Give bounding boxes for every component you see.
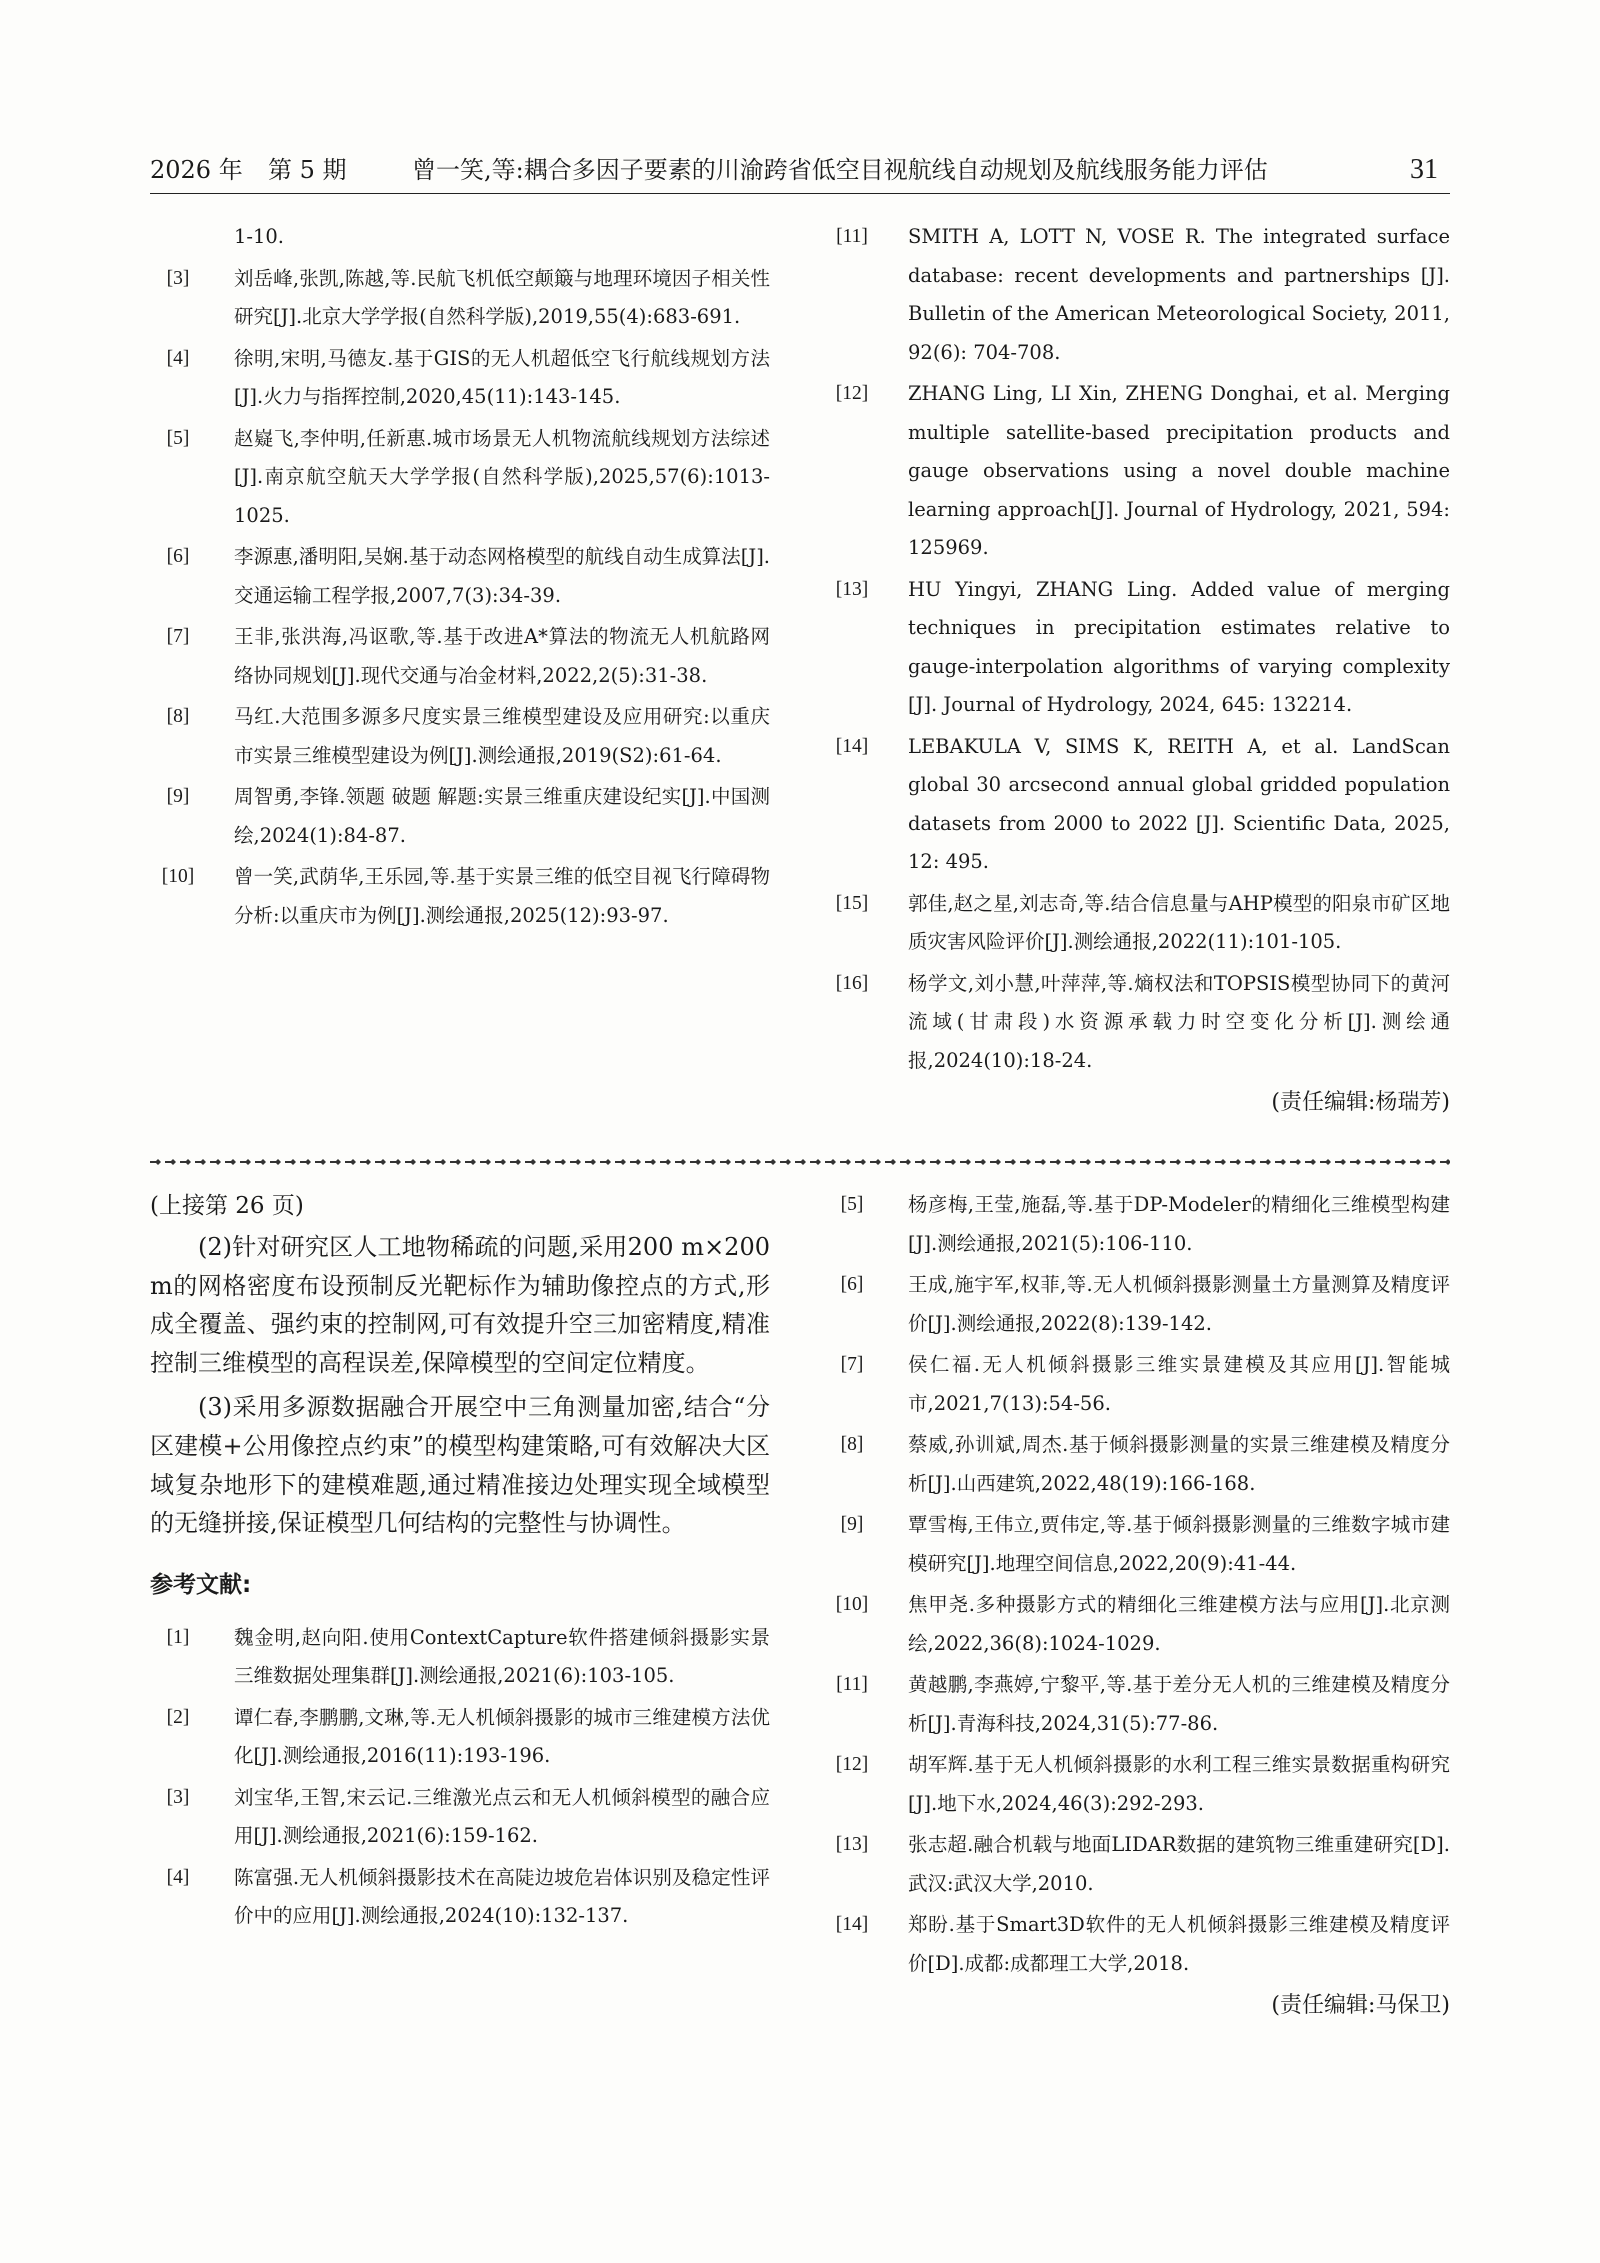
reference-item bbox=[150, 260, 770, 337]
reference-number: [7] bbox=[840, 1354, 864, 1375]
reference-text: SMITH A, LOTT N, VOSE R. The integrated surface database: recent developments and partnerships [J]. Bulletin of the American Meteorological Society, 2011, 92(6): 704-708. bbox=[908, 225, 1450, 364]
reference-item bbox=[150, 778, 770, 855]
header-issue: 第 5 期 bbox=[268, 156, 347, 184]
reference-text: 刘岳峰,张凯,陈越,等.民航飞机低空颠簸与地理环境因子相关性研究[J].北京大学学报(自然科学版),2019,55(4):683-691. bbox=[234, 266, 770, 328]
header-running-title: 曾一笑,等:耦合多因子要素的川渝跨省低空目视航线自动规划及航线服务能力评估 bbox=[412, 156, 1268, 184]
reference-text: 刘宝华,王智,宋云记.三维激光点云和无人机倾斜模型的融合应用[J].测绘通报,2021(6):159-162. bbox=[234, 1785, 770, 1848]
editor-credit: (责任编辑:马保卫) bbox=[1271, 1993, 1450, 2018]
reference-item bbox=[824, 1586, 1450, 1663]
reference-number: [4] bbox=[166, 1866, 190, 1888]
reference-item bbox=[150, 618, 770, 695]
reference-number: [5] bbox=[166, 427, 190, 449]
reference-text: 杨彦梅,王莹,施磊,等.基于DP-Modeler的精细化三维模型构建[J].测绘通报,2021(5):106-110. bbox=[908, 1193, 1450, 1255]
reference-item bbox=[150, 1779, 770, 1856]
reference-number: [9] bbox=[840, 1514, 864, 1535]
reference-number: [3] bbox=[166, 267, 190, 289]
reference-item bbox=[150, 1859, 770, 1936]
reference-text: 蔡威,孙训斌,周杰.基于倾斜摄影测量的实景三维建模及精度分析[J].山西建筑,2022,48(19):166-168. bbox=[908, 1433, 1450, 1495]
reference-item bbox=[150, 218, 770, 257]
conclusion-paragraph: (2)针对研究区人工地物稀疏的问题,采用200 m×200 m的网格密度布设预制反光靶标作为辅助像控点的方式,形成全覆盖、强约束的控制网,可有效提升空三加密精度,精准控制三维模型的高程误差,保障模型的空间定位精度。 bbox=[150, 1233, 770, 1377]
reference-number: [13] bbox=[835, 578, 869, 600]
reference-number: [2] bbox=[166, 1706, 190, 1728]
header-rule bbox=[150, 193, 1450, 194]
reference-number: [11] bbox=[836, 226, 868, 247]
reference-number: [14] bbox=[835, 1914, 869, 1935]
bottom-right-references bbox=[824, 1186, 1450, 2026]
reference-item bbox=[150, 420, 770, 536]
reference-item bbox=[824, 571, 1450, 725]
reference-number: [5] bbox=[840, 1194, 864, 1215]
continued-from-label: (上接第 26 页) bbox=[150, 1193, 304, 1219]
conclusion-paragraph: (3)采用多源数据融合开展空中三角测量加密,结合“分区建模+公用像控点约束”的模型构建策略,可有效解决大区域复杂地形下的建模难题,通过精准接边处理实现全域模型的无缝拼接,保证模型几何结构的完整性与协调性。 bbox=[150, 1393, 770, 1538]
reference-text: 王非,张洪海,冯讴歌,等.基于改进A*算法的物流无人机航路网络协同规划[J].现代交通与冶金材料,2022,2(5):31-38. bbox=[234, 625, 770, 687]
reference-item bbox=[824, 728, 1450, 882]
reference-text: 郑盼.基于Smart3D软件的无人机倾斜摄影三维建模及精度评价[D].成都:成都理工大学,2018. bbox=[908, 1913, 1450, 1975]
bottom-left-column bbox=[150, 1186, 770, 1939]
reference-text: 侯仁福.无人机倾斜摄影三维实景建模及其应用[J].智能城市,2021,7(13):54-56. bbox=[908, 1353, 1450, 1415]
reference-item bbox=[824, 1426, 1450, 1503]
reference-number: [1] bbox=[166, 1626, 190, 1648]
reference-item bbox=[150, 538, 770, 615]
reference-item bbox=[824, 965, 1450, 1081]
reference-text: LEBAKULA V, SIMS K, REITH A, et al. LandScan global 30 arcsecond annual global gridded population datasets from 2000 to 2022 [J]. Scientific Data, 2025, 12: 495. bbox=[908, 734, 1450, 873]
reference-text: 杨学文,刘小慧,叶萍萍,等.熵权法和TOPSIS模型协同下的黄河流域(甘肃段)水资源承载力时空变化分析[J].测绘通报,2024(10):18-24. bbox=[908, 971, 1450, 1072]
reference-number: [16] bbox=[835, 972, 869, 994]
reference-item bbox=[824, 1186, 1450, 1263]
reference-number: [15] bbox=[835, 892, 869, 914]
reference-number: [4] bbox=[166, 347, 190, 369]
reference-item bbox=[824, 1346, 1450, 1423]
running-header bbox=[150, 148, 1450, 192]
reference-item bbox=[150, 340, 770, 417]
reference-text: 陈富强.无人机倾斜摄影技术在高陡边坡危岩体识别及稳定性评价中的应用[J].测绘通报,2024(10):132-137. bbox=[234, 1865, 770, 1928]
reference-item bbox=[824, 1506, 1450, 1583]
reference-number: [7] bbox=[166, 626, 190, 647]
references-heading: 参考文献: bbox=[150, 1571, 252, 1598]
reference-item bbox=[824, 1666, 1450, 1743]
reference-number: [3] bbox=[166, 1786, 190, 1808]
reference-text: 曾一笑,武荫华,王乐园,等.基于实景三维的低空目视飞行障碍物分析:以重庆市为例[J].测绘通报,2025(12):93-97. bbox=[234, 865, 770, 927]
reference-number: [13] bbox=[835, 1834, 869, 1855]
reference-item bbox=[150, 858, 770, 935]
reference-text: 1-10. bbox=[234, 225, 285, 248]
reference-number: [9] bbox=[166, 786, 190, 807]
reference-number: [8] bbox=[166, 706, 190, 727]
reference-text: 马红.大范围多源多尺度实景三维模型建设及应用研究:以重庆市实景三维模型建设为例[J].测绘通报,2019(S2):61-64. bbox=[234, 705, 770, 767]
reference-text: 徐明,宋明,马德友.基于GIS的无人机超低空飞行航线规划方法[J].火力与指挥控制,2020,45(11):143-145. bbox=[234, 346, 770, 408]
reference-item bbox=[150, 1699, 770, 1776]
top-left-references bbox=[150, 218, 770, 938]
reference-item bbox=[824, 1906, 1450, 1983]
header-year: 2026 年 bbox=[150, 156, 243, 184]
reference-item bbox=[824, 1746, 1450, 1823]
bottom-left-references bbox=[150, 1619, 770, 1936]
reference-text: 谭仁春,李鹏鹏,文琳,等.无人机倾斜摄影的城市三维建模方法优化[J].测绘通报,2016(11):193-196. bbox=[234, 1705, 770, 1768]
reference-item bbox=[824, 1266, 1450, 1343]
reference-number: [10] bbox=[161, 866, 195, 887]
top-right-references bbox=[824, 218, 1450, 1123]
reference-item bbox=[150, 698, 770, 775]
reference-text: HU Yingyi, ZHANG Ling. Added value of merging techniques in precipitation estimates relative to gauge-interpolation algorithms of varying complexity [J]. Journal of Hydrology, 2024, 645: 132214. bbox=[908, 577, 1450, 716]
reference-text: 黄越鹏,李燕婷,宁黎平,等.基于差分无人机的三维建模及精度分析[J].青海科技,2024,31(5):77-86. bbox=[908, 1673, 1450, 1735]
reference-number: [10] bbox=[835, 1594, 869, 1615]
reference-number: [12] bbox=[835, 383, 869, 404]
reference-text: 郭佳,赵之星,刘志奇,等.结合信息量与AHP模型的阳泉市矿区地质灾害风险评价[J].测绘通报,2022(11):101-105. bbox=[908, 891, 1450, 953]
reference-number: [6] bbox=[840, 1274, 864, 1295]
reference-item bbox=[150, 1619, 770, 1696]
reference-text: 周智勇,李锋.领题 破题 解题:实景三维重庆建设纪实[J].中国测绘,2024(1):84-87. bbox=[234, 785, 770, 847]
reference-number: [8] bbox=[840, 1434, 864, 1455]
reference-number: [12] bbox=[835, 1754, 869, 1775]
reference-item bbox=[824, 218, 1450, 372]
reference-text: 李源惠,潘明阳,吴娴.基于动态网格模型的航线自动生成算法[J].交通运输工程学报,2007,7(3):34-39. bbox=[234, 545, 770, 607]
reference-number: [14] bbox=[835, 735, 869, 757]
reference-text: 魏金明,赵向阳.使用ContextCapture软件搭建倾斜摄影实景三维数据处理集群[J].测绘通报,2021(6):103-105. bbox=[234, 1625, 770, 1688]
reference-text: ZHANG Ling, LI Xin, ZHENG Donghai, et al. Merging multiple satellite-based precipitation products and gauge observations using a novel double machine learning approach[J]. Journal of Hydrology, 2021, 594: 125969. bbox=[908, 382, 1450, 559]
editor-credit: (责任编辑:杨瑞芳) bbox=[1271, 1090, 1450, 1115]
section-separator bbox=[150, 1156, 1450, 1168]
reference-text: 王成,施宇军,权菲,等.无人机倾斜摄影测量土方量测算及精度评价[J].测绘通报,2022(8):139-142. bbox=[908, 1273, 1450, 1335]
reference-text: 覃雪梅,王伟立,贾伟定,等.基于倾斜摄影测量的三维数字城市建模研究[J].地理空间信息,2022,20(9):41-44. bbox=[908, 1513, 1450, 1575]
reference-text: 张志超.融合机载与地面LIDAR数据的建筑物三维重建研究[D].武汉:武汉大学,2010. bbox=[908, 1833, 1450, 1895]
reference-number: [6] bbox=[166, 546, 190, 567]
reference-item bbox=[824, 375, 1450, 568]
reference-text: 焦甲尧.多种摄影方式的精细化三维建模方法与应用[J].北京测绘,2022,36(8):1024-1029. bbox=[908, 1593, 1450, 1655]
reference-text: 赵嶷飞,李仲明,任新惠.城市场景无人机物流航线规划方法综述[J].南京航空航天大学学报(自然科学版),2025,57(6):1013-1025. bbox=[234, 426, 770, 527]
reference-text: 胡军辉.基于无人机倾斜摄影的水利工程三维实景数据重构研究[J].地下水,2024,46(3):292-293. bbox=[908, 1753, 1450, 1815]
reference-item bbox=[824, 1826, 1450, 1903]
reference-number: [11] bbox=[836, 1674, 868, 1695]
page-number: 31 bbox=[1410, 154, 1438, 185]
reference-item bbox=[824, 885, 1450, 962]
